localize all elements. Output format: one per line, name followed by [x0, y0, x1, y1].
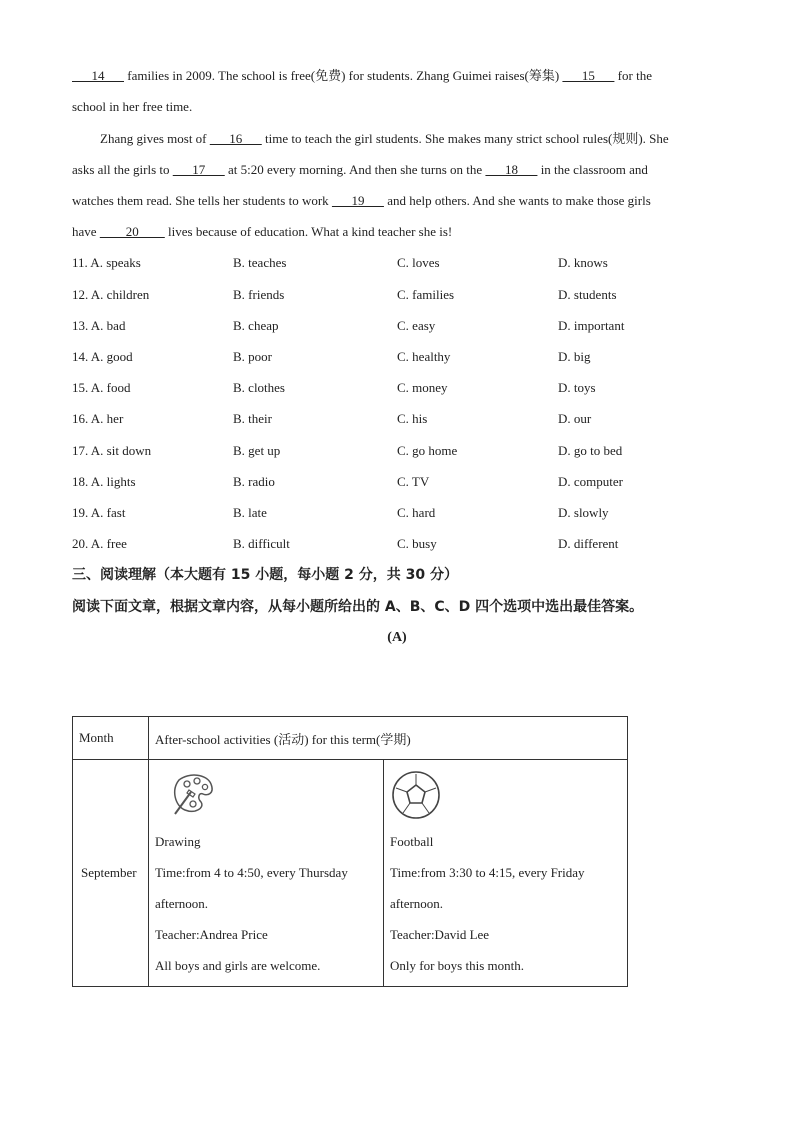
option-a: 18. A. lights	[72, 474, 136, 489]
option-a: 11. A. speaks	[72, 255, 141, 270]
passage-line-1	[72, 68, 652, 84]
header-month: Month	[79, 730, 114, 745]
palette-icon	[155, 760, 377, 826]
passage-label: (A)	[387, 630, 407, 645]
passage-line-2: school in her free time.	[72, 99, 193, 114]
option-b: B. friends	[233, 287, 285, 302]
option-d: D. different	[558, 536, 619, 551]
passage-text: for the	[614, 68, 652, 83]
section-title: 三、阅读理解（本大题有 15 小题，每小题 2 分，共 30 分）	[72, 567, 458, 583]
option-c: C. money	[397, 380, 448, 395]
blank-18: 18	[485, 162, 538, 177]
passage-text: families in 2009. The school is free(免费) for students. Zhang Guimei raises(筹集)	[124, 68, 563, 83]
drawing-cell	[149, 760, 384, 987]
passage-text: asks all the girls to	[72, 162, 173, 177]
blank-17: 17	[172, 162, 225, 177]
drawing-teacher: Teacher:Andrea Price	[155, 927, 268, 942]
passage-text: watches them read. She tells her students to work	[72, 193, 332, 208]
option-a: 15. A. food	[72, 380, 131, 395]
option-c: C. hard	[397, 505, 436, 520]
option-d: D. computer	[558, 474, 623, 489]
option-a: 12. A. children	[72, 287, 150, 302]
table-header-cell	[149, 717, 628, 760]
option-d: D. students	[558, 287, 617, 302]
option-c: C. his	[397, 411, 428, 426]
option-c: C. healthy	[397, 349, 451, 364]
option-d: D. our	[558, 411, 592, 426]
option-b: B. get up	[233, 443, 281, 458]
option-a: 20. A. free	[72, 536, 127, 551]
table-header-row	[73, 717, 628, 760]
football-time: Time:from 3:30 to 4:15, every Friday	[390, 865, 585, 880]
football-note: Only for boys this month.	[390, 958, 524, 973]
football-time-cont: afternoon.	[390, 896, 444, 911]
header-activities: After-school activities (活动) for this term(学期)	[155, 731, 411, 747]
passage-line-5	[72, 193, 651, 209]
option-d: D. toys	[558, 380, 596, 395]
option-c: C. families	[397, 287, 455, 302]
option-c: C. loves	[397, 255, 440, 270]
table-header-cell	[73, 717, 149, 760]
blank-14: 14	[72, 68, 124, 83]
drawing-name: Drawing	[155, 834, 201, 849]
football-name: Football	[390, 834, 434, 849]
football-cell	[384, 760, 628, 987]
passage-text: time to teach the girl students. She makes many strict school rules(规则). She	[261, 131, 669, 146]
passage-text: lives because of education. What a kind teacher she is!	[164, 224, 453, 239]
passage-text: at 5:20 every morning. And then she turns on the	[224, 162, 486, 177]
blank-20: 20	[99, 224, 165, 239]
option-b: B. late	[233, 505, 267, 520]
option-d: D. big	[558, 349, 591, 364]
football-teacher: Teacher:David Lee	[390, 927, 490, 942]
option-d: D. go to bed	[558, 443, 623, 458]
month-cell	[73, 760, 149, 987]
passage-line-4	[72, 162, 648, 178]
section-instruction: 阅读下面文章，根据文章内容，从每小题所给出的 A、B、C、D 四个选项中选出最佳答案。	[72, 599, 644, 615]
passage-line-6	[72, 224, 452, 240]
option-c: C. easy	[397, 318, 436, 333]
option-a: 13. A. bad	[72, 318, 126, 333]
activities-table	[72, 716, 628, 987]
option-b: B. clothes	[233, 380, 285, 395]
passage-text: have	[72, 224, 100, 239]
option-a: 17. A. sit down	[72, 443, 152, 458]
option-d: D. important	[558, 318, 625, 333]
option-b: B. teaches	[233, 255, 287, 270]
option-b: B. difficult	[233, 536, 290, 551]
option-a: 19. A. fast	[72, 505, 126, 520]
table-row	[73, 760, 628, 987]
football-icon	[390, 760, 621, 826]
blank-19: 19	[331, 193, 384, 208]
blank-15: 15	[562, 68, 615, 83]
option-a: 14. A. good	[72, 349, 133, 364]
option-b: B. poor	[233, 349, 272, 364]
option-c: C. busy	[397, 536, 437, 551]
drawing-note: All boys and girls are welcome.	[155, 958, 321, 973]
blank-16: 16	[209, 131, 262, 146]
option-b: B. cheap	[233, 318, 279, 333]
option-d: D. knows	[558, 255, 608, 270]
drawing-time-cont: afternoon.	[155, 896, 209, 911]
option-b: B. their	[233, 411, 272, 426]
option-c: C. go home	[397, 443, 458, 458]
option-a: 16. A. her	[72, 411, 124, 426]
passage-line-3	[100, 131, 669, 147]
month-label: September	[81, 865, 137, 880]
passage-text: in the classroom and	[537, 162, 648, 177]
option-c: C. TV	[397, 474, 430, 489]
passage-text: and help others. And she wants to make those girls	[383, 193, 651, 208]
passage-text: Zhang gives most of	[100, 131, 210, 146]
option-d: D. slowly	[558, 505, 609, 520]
drawing-time: Time:from 4 to 4:50, every Thursday	[155, 865, 348, 880]
option-b: B. radio	[233, 474, 275, 489]
